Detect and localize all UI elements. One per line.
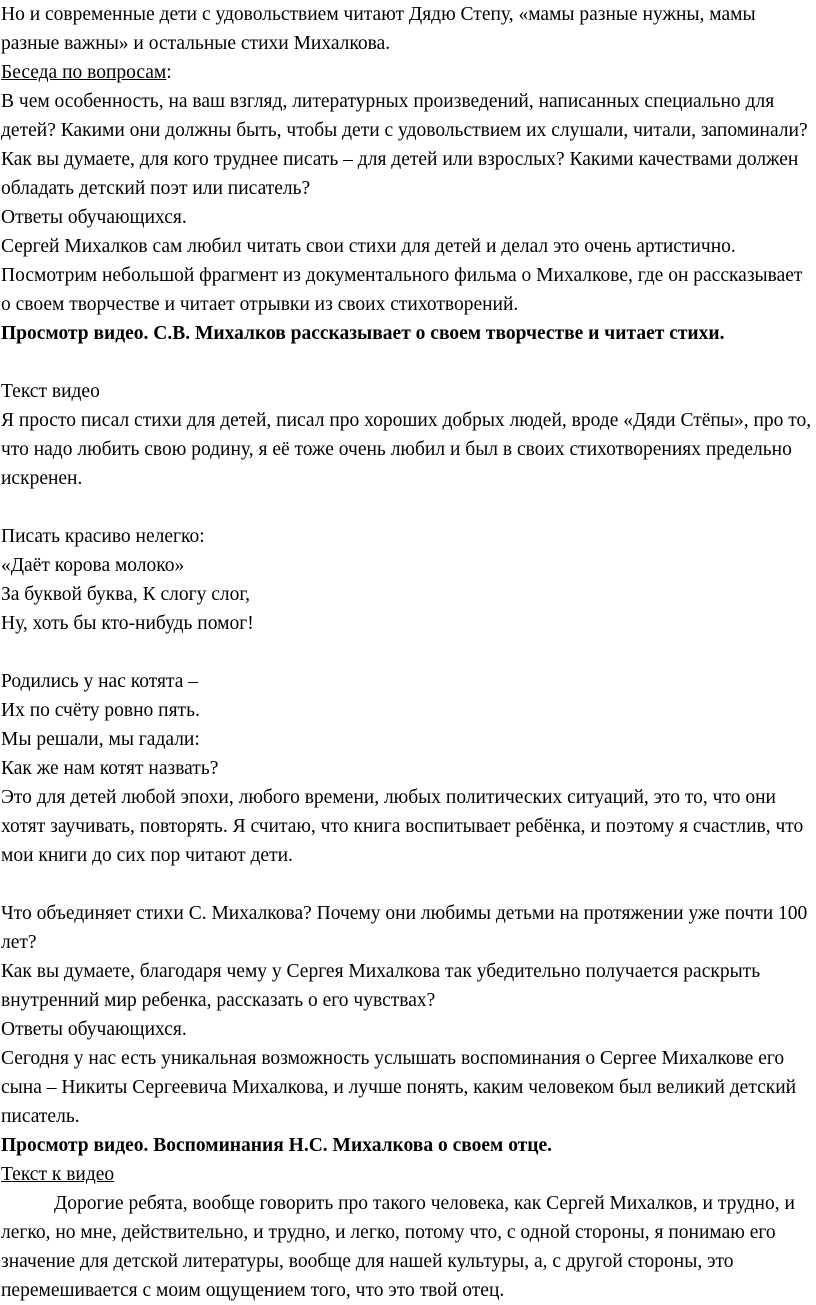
paragraph-intro: Но и современные дети с удовольствием читают Дядю Степу, «мамы разные нужны, мамы разные важны» и остальные стихи Михалкова. bbox=[1, 4, 756, 54]
blank-line bbox=[1, 870, 813, 899]
blank-line bbox=[1, 493, 813, 522]
poem-2-line: Родились у нас котята – bbox=[1, 671, 198, 692]
heading-video-1: Просмотр видео. С.В. Михалков рассказывает о своем творчестве и читает стихи. bbox=[1, 323, 725, 344]
paragraph-answers-2: Ответы обучающихся. bbox=[1, 1019, 187, 1040]
paragraph-question-2: Как вы думаете, для кого труднее писать – для детей или взрослых? Какими качествами должен обладать детский поэт или писатель? bbox=[1, 149, 799, 199]
paragraph-question-3: Что объединяет стихи С. Михалкова? Почему они любимы детьми на протяжении уже почти 100 лет? bbox=[1, 903, 808, 953]
poem-2-line: Их по счёту ровно пять. bbox=[1, 700, 200, 721]
blank-line bbox=[1, 348, 813, 377]
poem-1-line: За буквой буква, К слогу слог, bbox=[1, 584, 251, 605]
paragraph-nikita-speech: Дорогие ребята, вообще говорить про такого человека, как Сергей Михалков, и трудно, и легко, но мне, действительно, и трудно, и легко, потому что, с одной стороны, я понимаю его значение для детской литературы, вообще для нашей культуры, а, с другой стороны, это перемешивается с моим ощущением того, что это твой отец. bbox=[1, 1193, 795, 1301]
paragraph-video-text: Я просто писал стихи для детей, писал про хороших добрых людей, вроде «Дяди Стёпы», про то, что надо любить свою родину, я её тоже очень любил и был в своих стихотворениях предельно искренен. bbox=[1, 410, 812, 489]
paragraph-video-text-label-2: Текст к видео bbox=[1, 1164, 115, 1185]
poem-2-line: Как же нам котят назвать? bbox=[1, 758, 219, 779]
poem-1-line: Ну, хоть бы кто-нибудь помог! bbox=[1, 613, 254, 634]
poem-1-line: Писать красиво нелегко: bbox=[1, 526, 205, 547]
paragraph-memories-intro: Сегодня у нас есть уникальная возможность услышать воспоминания о Сергее Михалкове его сына – Никиты Сергеевича Михалкова, и лучше понять, каким человеком был великий детский писатель. bbox=[1, 1048, 797, 1127]
paragraph-video-text-label: Текст видео bbox=[1, 381, 100, 402]
poem-2-line: Мы решали, мы гадали: bbox=[1, 729, 200, 750]
blank-line bbox=[1, 638, 813, 667]
paragraph-question-1: В чем особенность, на ваш взгляд, литературных произведений, написанных специально для детей? Какими они должны быть, чтобы дети с удовольствием их слушали, читали, запоминали? bbox=[1, 91, 808, 141]
paragraph-discussion-heading bbox=[1, 58, 813, 87]
paragraph-mikhalkov-reading: Сергей Михалков сам любил читать свои стихи для детей и делал это очень артистично. Посмотрим небольшой фрагмент из документального фильма о Михалкове, где он рассказывает о своем творчестве и читает отрывки из своих стихотворений. bbox=[1, 236, 803, 315]
discussion-label: Беседа по вопросам bbox=[1, 62, 167, 83]
paragraph-question-4: Как вы думаете, благодаря чему у Сергея Михалкова так убедительно получается раскрыть внутренний мир ребенка, рассказать о его чувствах? bbox=[1, 961, 761, 1011]
discussion-colon: : bbox=[166, 62, 172, 83]
poem-1-line: «Даёт корова молоко» bbox=[1, 555, 185, 576]
paragraph-answers-1: Ответы обучающихся. bbox=[1, 207, 187, 228]
paragraph-epoch: Это для детей любой эпохи, любого времени, любых политических ситуаций, это то, что они хотят заучивать, повторять. Я считаю, что книга воспитывает ребёнка, и поэтому я счастлив, что мои книги до сих пор читают дети. bbox=[1, 787, 804, 866]
heading-video-2: Просмотр видео. Воспоминания Н.С. Михалкова о своем отце. bbox=[1, 1135, 553, 1156]
